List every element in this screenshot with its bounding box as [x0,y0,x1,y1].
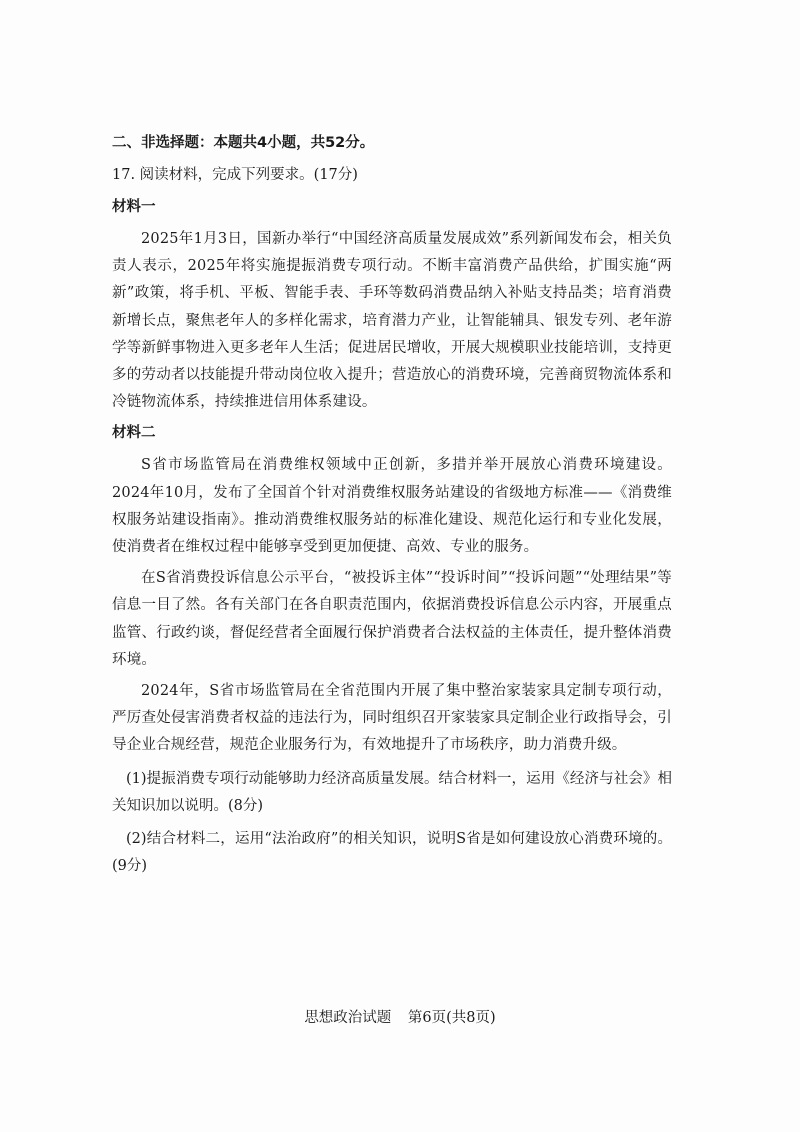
material-two-paragraph-1: S省市场监管局在消费维权领域中正创新，多措并举开展放心消费环境建设。2024年10月，发布了全国首个针对消费维权服务站建设的省级地方标准——《消费维权服务站建设指南》。推动消费维权服务站的标准化建设、规范化运行和专业化发展，使消费者在维权过程中能够享受到更加便捷、高效、专业的服务。 [112,457,672,556]
sub-question-2: (2)结合材料二，运用“法治政府”的相关知识，说明S省是如何建设放心消费环境的。(9分) [112,831,672,875]
material-two-paragraph-3: 2024年，S省市场监管局在全省范围内开展了集中整治家装家具定制专项行动，严厉查处侵害消费者权益的违法行为，同时组织召开家装家具定制企业行政指导会，引导企业合规经营，规范企业服务行为，有效地提升了市场秩序，助力消费升级。 [112,683,672,754]
question-title: 17. 阅读材料，完成下列要求。(17分) [112,167,358,183]
material-two-paragraph-2: 在S省消费投诉信息公示平台，“被投诉主体”“投诉时间”“投诉问题”“处理结果”等信息一目了然。各有关部门在各自职责范围内，依据消费投诉信息公示内容，开展重点监管、行政约谈，督促经营者全面履行保护消费者合法权益的主体责任，提升整体消费环境。 [112,570,672,668]
page-footer [0,1006,800,1030]
sub-question-1: (1)提振消费专项行动能够助力经济高质量发展。结合材料一，运用《经济与社会》相关知识加以说明。(8分) [112,770,672,814]
material-one-paragraph: 2025年1月3日，国新办举行“中国经济高质量发展成效”系列新闻发布会，相关负责人表示，2025年将实施提振消费专项行动。不断丰富消费产品供给，扩围实施“两新”政策，将手机、平板、智能手表、手环等数码消费品纳入补贴支持品类；培育消费新增长点，聚焦老年人的多样化需求，培育潜力产业，让智能辅具、银发专列、老年游学等新鲜事物进入更多老年人生活；促进居民增收，开展大规模职业技能培训，支持更多的劳动者以技能提升带动岗位收入提升；营造放心的消费环境，完善商贸物流体系和冷链物流体系，持续推进信用体系建设。 [112,231,672,411]
material-two-label: 材料二 [112,425,156,442]
section-heading: 二、非选择题：本题共4小题，共52分。 [112,135,375,151]
page-content [112,128,672,880]
footer-page-number: 第6页(共8页) [407,1010,496,1026]
footer-subject: 思想政治试题 [304,1010,392,1026]
material-one-label: 材料一 [112,199,156,215]
